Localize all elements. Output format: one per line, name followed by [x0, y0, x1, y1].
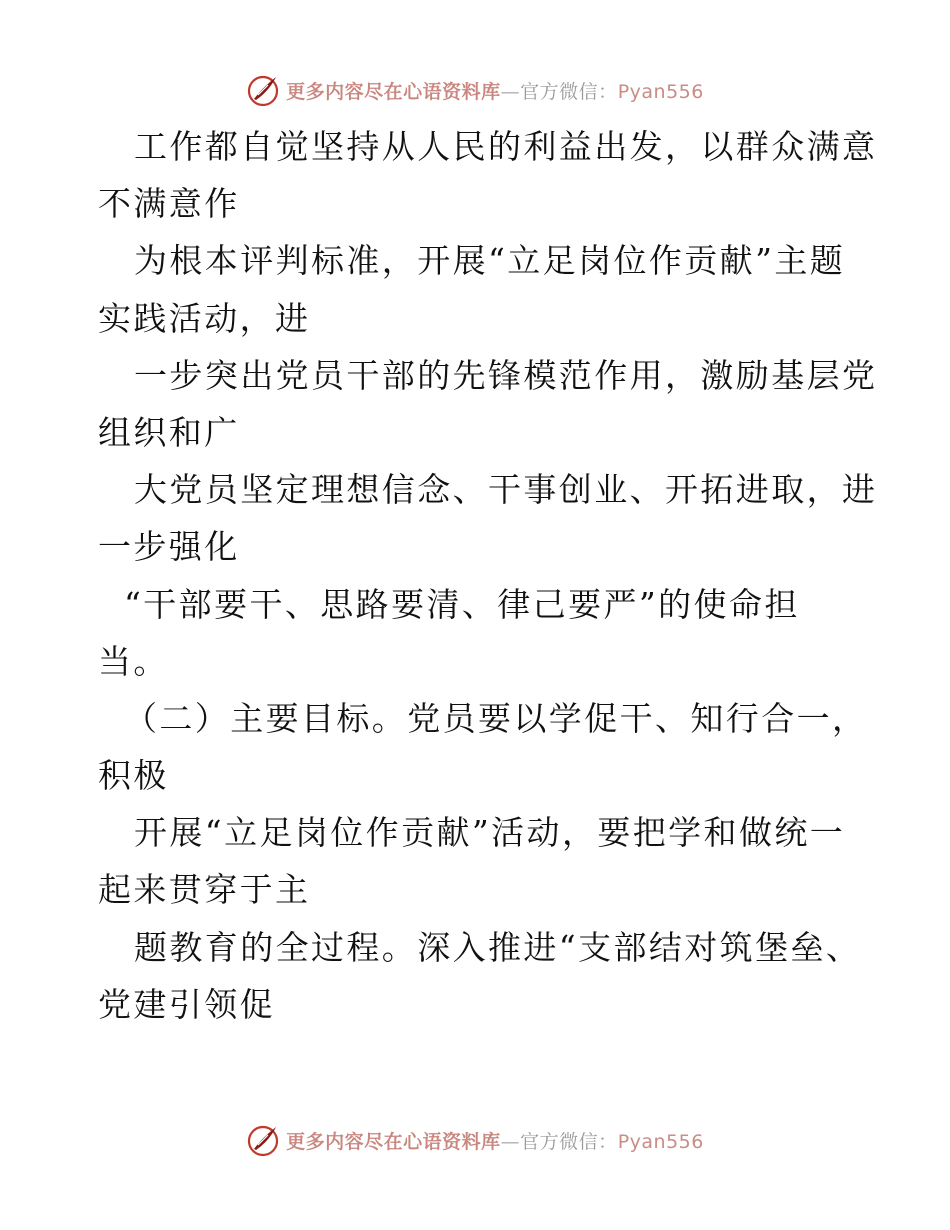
text-line: 党建引领促	[98, 984, 275, 1024]
document-body	[98, 118, 878, 1033]
text-line: 工作都自觉坚持从人民的利益出发，以群众满意	[134, 127, 878, 166]
header-watermark	[0, 70, 950, 110]
watermark-account: Pyan556	[617, 1130, 704, 1153]
text-line: 积极	[98, 756, 169, 796]
text-line: 为根本评判标准，开展“立足岗位作贡献”主题	[134, 241, 846, 281]
text-line: 实践活动，进	[98, 298, 311, 338]
watermark-brand: 更多内容尽在心语资料库	[286, 1130, 501, 1153]
watermark-label: 官方微信：	[520, 80, 618, 103]
text-line: 起来贯穿于主	[98, 870, 311, 910]
watermark-account: Pyan556	[617, 80, 704, 103]
text-line: 当。	[98, 641, 169, 681]
text-line: 大党员坚定理想信念、干事创业、开拓进取，进	[134, 470, 878, 510]
watermark-separator: —	[500, 1130, 521, 1153]
text-line: 题教育的全过程。深入推进“支部结对筑堡垒、	[134, 927, 862, 967]
text-line: 开展“立足岗位作贡献”活动，要把学和做统一	[134, 813, 846, 853]
watermark-brand: 更多内容尽在心语资料库	[286, 80, 501, 103]
text-line: 组织和广	[98, 412, 240, 452]
watermark-separator: —	[500, 80, 521, 103]
text-line: “干部要干、思路要清、律己要严”的使命担	[124, 584, 800, 624]
text-line: 不满意作	[98, 184, 240, 224]
footer-watermark	[0, 1120, 950, 1160]
text-line: 一步强化	[98, 527, 240, 567]
feather-logo-icon	[246, 73, 280, 107]
watermark-label: 官方微信：	[520, 1130, 618, 1153]
watermark-text	[286, 1127, 704, 1154]
text-line: （二）主要目标。党员要以学促干、知行合一，	[124, 698, 868, 738]
feather-logo-icon	[246, 1123, 280, 1157]
text-line: 一步突出党员干部的先锋模范作用，激励基层党	[134, 355, 878, 395]
watermark-text	[286, 77, 704, 104]
